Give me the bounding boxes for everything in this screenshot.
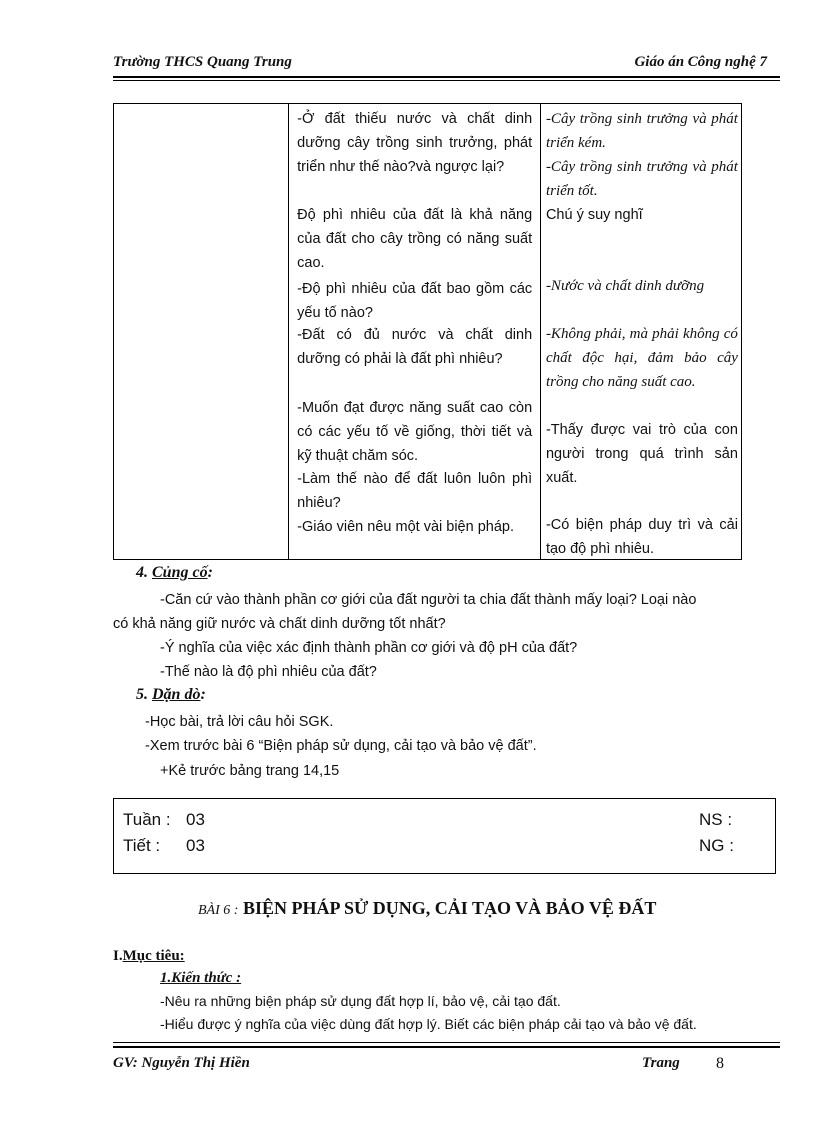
lesson-number: BÀI 6 : <box>198 903 239 918</box>
teacher-text: Độ phì nhiêu của đất là khả năng của đất cho cây trồng có năng suất cao. <box>297 207 533 271</box>
teacher-text: -Ở đất thiếu nước và chất dinh dưỡng cây trồng sinh trưởng, phát triển như thế nào?và ngược lại? <box>297 111 533 175</box>
student-text: -Nước và chất dinh dưỡng <box>545 278 705 294</box>
ns-label: NS : <box>699 810 733 829</box>
student-text: -Cây trồng sinh trưởng và phát triển tốt. <box>545 159 738 199</box>
dando-item: +Kẻ trước bảng trang 14,15 <box>160 763 340 779</box>
footer-rule <box>113 1046 780 1048</box>
teacher-text: -Giáo viên nêu một vài biện pháp. <box>297 519 514 535</box>
week-label: Tuần : <box>123 810 171 829</box>
header-rule-thin <box>113 80 780 81</box>
dando-heading: 5. Dặn dò: <box>136 686 206 703</box>
document-title: Giáo án Công nghệ 7 <box>634 54 767 70</box>
ng-label: NG : <box>699 836 734 855</box>
cungco-question: -Ý nghĩa của việc xác định thành phần cơ giới và độ pH của đất? <box>160 640 578 656</box>
teacher-text: -Độ phì nhiêu của đất bao gồm các yếu tố nào? <box>297 281 533 321</box>
column-content <box>114 104 289 560</box>
student-text: -Thấy được vai trò của con người trong quá trình sản xuất. <box>545 422 738 486</box>
page-header <box>113 52 767 74</box>
teacher-name: GV: Nguyễn Thị Hiền <box>113 1055 250 1071</box>
cungco-question: -Thế nào là độ phì nhiêu của đất? <box>160 664 377 680</box>
period-value: 03 <box>186 836 205 855</box>
student-text: Chú ý suy nghĩ <box>545 207 643 223</box>
objectives-heading: I.Mục tiêu: <box>113 948 185 964</box>
student-text: -Không phải, mà phải không có chất độc hại, đảm bảo cây trồng cho năng suất cao. <box>545 326 738 390</box>
dando-item: -Xem trước bài 6 “Biện pháp sử dụng, cải tạo và bảo vệ đất”. <box>145 738 537 754</box>
page-footer <box>113 1055 738 1077</box>
knowledge-heading: 1.Kiến thức : <box>160 970 242 986</box>
header-rule <box>113 76 780 78</box>
teacher-text: -Đất có đủ nước và chất dinh dưỡng có phải là đất phì nhiêu? <box>297 327 533 367</box>
lesson-name: BIỆN PHÁP SỬ DỤNG, CẢI TẠO VÀ BẢO VỆ ĐẤT <box>242 898 657 918</box>
page-number: 8 <box>716 1055 724 1072</box>
page-label: Trang <box>642 1055 680 1071</box>
schedule-box <box>113 798 776 874</box>
teacher-text: -Làm thế nào để đất luôn luôn phì nhiêu? <box>297 471 533 511</box>
column-teacher <box>289 104 541 560</box>
objective-item: -Nêu ra những biện pháp sử dụng đất hợp lí, bảo vệ, cải tạo đất. <box>160 993 561 1009</box>
week-value: 03 <box>186 810 205 829</box>
lesson-table <box>113 103 742 560</box>
school-name: Trường THCS Quang Trung <box>113 54 292 70</box>
student-text: -Cây trồng sinh trưởng và phát triển kém. <box>545 111 738 151</box>
period-label: Tiết : <box>123 836 161 855</box>
student-text: -Có biện pháp duy trì và cải tạo độ phì nhiêu. <box>545 517 738 557</box>
footer-rule-thin <box>113 1042 780 1043</box>
lesson-title <box>198 898 656 919</box>
dando-item: -Học bài, trả lời câu hỏi SGK. <box>145 714 334 730</box>
cungco-heading: 4. Củng cố: <box>136 564 213 581</box>
cungco-question: -Căn cứ vào thành phần cơ giới của đất người ta chia đất thành mấy loại? Loại nào <box>160 592 697 608</box>
cungco-question: có khả năng giữ nước và chất dinh dưỡng tốt nhất? <box>113 616 446 632</box>
objective-item: -Hiểu được ý nghĩa của việc dùng đất hợp lý. Biết các biện pháp cải tạo và bảo vệ đất. <box>160 1016 697 1032</box>
teacher-text: -Muốn đạt được năng suất cao còn có các yếu tố về giống, thời tiết và kỹ thuật chăm sóc. <box>297 400 533 464</box>
column-student <box>540 104 741 560</box>
